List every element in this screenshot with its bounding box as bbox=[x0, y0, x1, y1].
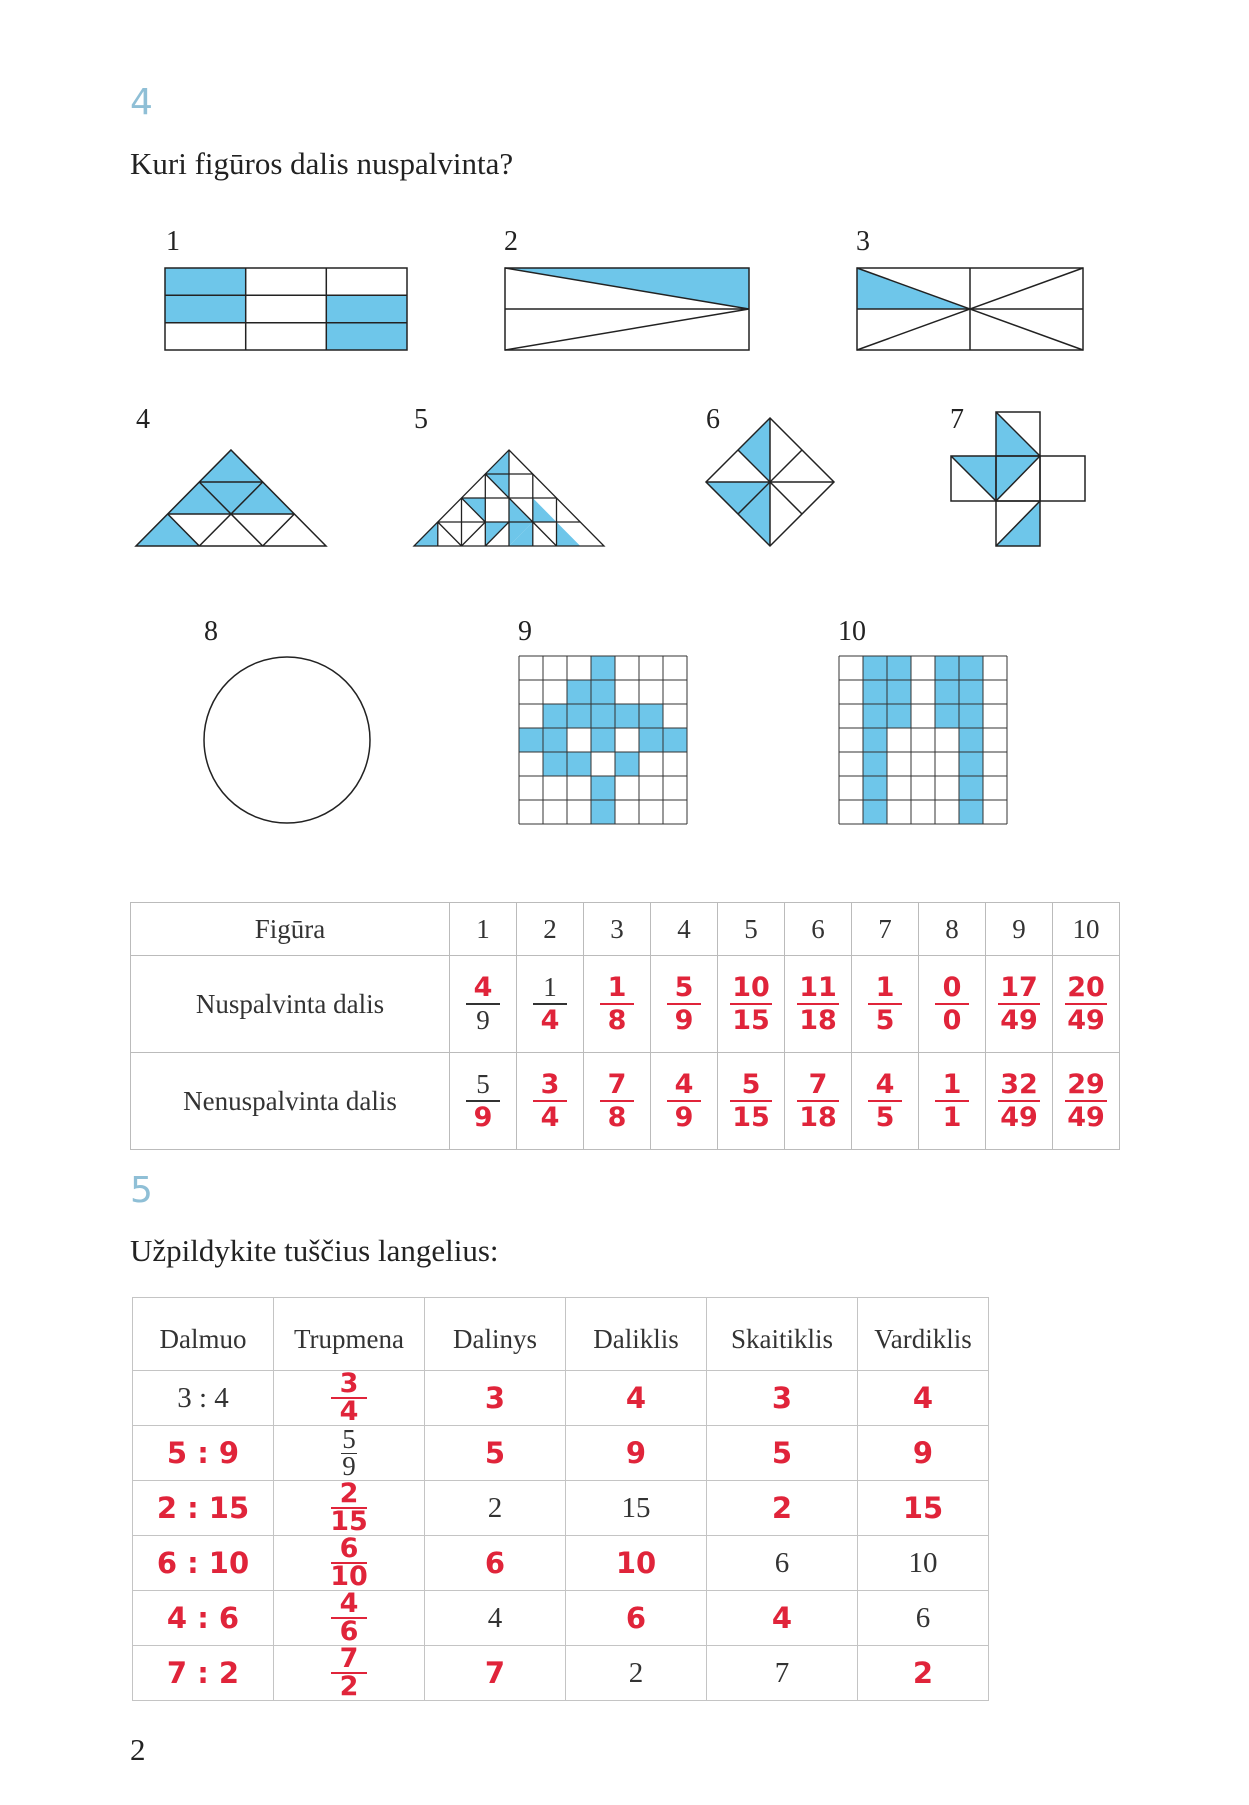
cell-trupmena: $\frac{7}{2}$ bbox=[331, 1646, 367, 1699]
numerator[interactable]: 5 bbox=[741, 1069, 761, 1100]
answer-fraction bbox=[797, 1071, 839, 1131]
cell-vardiklis[interactable]: 4 bbox=[858, 1371, 989, 1426]
shaded-cell bbox=[863, 752, 887, 776]
row-header-figure: Figūra bbox=[131, 903, 450, 956]
numerator[interactable]: 1 bbox=[875, 972, 895, 1003]
table-header-row bbox=[131, 903, 1120, 956]
table-row bbox=[133, 1646, 989, 1701]
denominator[interactable]: 15 bbox=[732, 1102, 770, 1133]
cell-trupmena: $\frac{4}{6}$ bbox=[331, 1591, 367, 1644]
cell-daliklis[interactable]: 9 bbox=[566, 1426, 707, 1481]
shaded-cell bbox=[639, 728, 663, 752]
shaded-cell bbox=[887, 704, 911, 728]
numerator[interactable]: 32 bbox=[1000, 1069, 1038, 1100]
page-number: 2 bbox=[130, 1732, 146, 1767]
figure-10-grid bbox=[839, 656, 1007, 824]
answer-fraction bbox=[868, 974, 902, 1034]
column-9: 9 bbox=[986, 903, 1053, 956]
column-6: 6 bbox=[785, 903, 852, 956]
task-5-instruction: Užpildykite tuščius langelius: bbox=[130, 1233, 499, 1268]
figure-9-grid bbox=[519, 656, 687, 824]
column-1: 1 bbox=[450, 903, 517, 956]
shaded-cell bbox=[543, 704, 567, 728]
cell-dalmuo[interactable]: 5 : 9 bbox=[133, 1426, 274, 1481]
denominator[interactable]: 9 bbox=[674, 1005, 694, 1036]
denominator[interactable]: 49 bbox=[1000, 1102, 1038, 1133]
answer-fraction bbox=[935, 1071, 969, 1131]
cell-vardiklis[interactable]: 15 bbox=[858, 1481, 989, 1536]
denominator[interactable]: 9 bbox=[473, 1102, 493, 1133]
header-skaitiklis: Skaitiklis bbox=[707, 1298, 858, 1371]
answer-fraction bbox=[797, 974, 839, 1034]
division-table bbox=[132, 1297, 989, 1701]
numerator[interactable]: 17 bbox=[1000, 972, 1038, 1003]
shaded-cell bbox=[591, 728, 615, 752]
task-4-question: Kuri figūros dalis nuspalvinta? bbox=[130, 146, 514, 181]
denominator[interactable]: 15 bbox=[732, 1005, 770, 1036]
column-3: 3 bbox=[584, 903, 651, 956]
cell-vardiklis[interactable]: 2 bbox=[858, 1646, 989, 1701]
cell-dalmuo[interactable]: 2 : 15 bbox=[133, 1481, 274, 1536]
shaded-cell bbox=[591, 680, 615, 704]
numerator[interactable]: 4 bbox=[674, 1069, 694, 1100]
cell-dalinys[interactable]: 3 bbox=[425, 1371, 566, 1426]
shaded-cell bbox=[639, 704, 663, 728]
denominator[interactable]: 0 bbox=[942, 1005, 962, 1036]
denominator[interactable]: 5 bbox=[875, 1005, 895, 1036]
denominator[interactable]: 18 bbox=[799, 1005, 837, 1036]
denominator[interactable]: 4 bbox=[540, 1102, 560, 1133]
shaded-cell bbox=[959, 800, 983, 824]
figure-8-circle bbox=[203, 656, 371, 824]
numerator[interactable]: 7 bbox=[607, 1069, 627, 1100]
answer-fraction bbox=[868, 1071, 902, 1131]
shaded-cell bbox=[959, 776, 983, 800]
numerator[interactable]: 5 bbox=[674, 972, 694, 1003]
numerator: 5 bbox=[476, 1069, 490, 1099]
task-4-number: 4 bbox=[130, 82, 153, 123]
cell-trupmena: $\frac{2}{15}$ bbox=[330, 1478, 368, 1537]
column-7: 7 bbox=[852, 903, 919, 956]
cell-vardiklis: 10 bbox=[858, 1536, 989, 1591]
header-daliklis: Daliklis bbox=[566, 1298, 707, 1371]
shaded-cell bbox=[863, 680, 887, 704]
header-dalmuo: Dalmuo bbox=[133, 1298, 274, 1371]
cell-daliklis[interactable]: 10 bbox=[566, 1536, 707, 1591]
denominator[interactable]: 49 bbox=[1000, 1005, 1038, 1036]
numerator[interactable]: 10 bbox=[732, 972, 770, 1003]
numerator[interactable]: 1 bbox=[607, 972, 627, 1003]
shaded-cell bbox=[863, 800, 887, 824]
answer-fraction bbox=[466, 974, 500, 1034]
answer-fraction bbox=[466, 1071, 500, 1131]
denominator[interactable]: 5 bbox=[875, 1102, 895, 1133]
figure-label-2: 2 bbox=[504, 226, 518, 257]
denominator[interactable]: 49 bbox=[1067, 1005, 1105, 1036]
answer-fraction bbox=[730, 974, 772, 1034]
answer-fraction bbox=[998, 974, 1040, 1034]
figure-label-4: 4 bbox=[136, 404, 150, 435]
numerator[interactable]: 4 bbox=[473, 972, 493, 1003]
table-header-row bbox=[133, 1298, 989, 1371]
answer-fraction bbox=[935, 974, 969, 1034]
figure-4-triangle bbox=[136, 450, 326, 546]
answer-fraction bbox=[1065, 974, 1107, 1034]
denominator[interactable]: 8 bbox=[607, 1102, 627, 1133]
shaded-cell bbox=[615, 752, 639, 776]
fractions-table bbox=[130, 902, 1120, 1150]
cell-dalinys[interactable]: 7 bbox=[425, 1646, 566, 1701]
numerator[interactable]: 3 bbox=[540, 1069, 560, 1100]
task-5-number: 5 bbox=[130, 1170, 153, 1211]
answer-fraction bbox=[1065, 1071, 1107, 1131]
cell-skaitiklis: 7 bbox=[707, 1646, 858, 1701]
numerator[interactable]: 1 bbox=[942, 1069, 962, 1100]
column-4: 4 bbox=[651, 903, 718, 956]
shaded-cell bbox=[591, 656, 615, 680]
shaded-cell bbox=[887, 680, 911, 704]
cell-daliklis[interactable]: 6 bbox=[566, 1591, 707, 1646]
figure-label-8: 8 bbox=[204, 616, 218, 647]
answer-fraction bbox=[667, 1071, 701, 1131]
shaded-cell bbox=[935, 656, 959, 680]
answer-fraction bbox=[998, 1071, 1040, 1131]
cell-trupmena: $\frac{3}{4}$ bbox=[331, 1371, 367, 1424]
table-row bbox=[133, 1536, 989, 1591]
shaded-cell bbox=[959, 704, 983, 728]
numerator[interactable]: 7 bbox=[808, 1069, 828, 1100]
cell-skaitiklis: 6 bbox=[707, 1536, 858, 1591]
answer-fraction bbox=[730, 1071, 772, 1131]
answer-fraction bbox=[533, 974, 567, 1034]
denominator[interactable]: 4 bbox=[540, 1005, 560, 1036]
shaded-cell bbox=[863, 656, 887, 680]
shaded-cell bbox=[615, 704, 639, 728]
shaded-cell bbox=[935, 680, 959, 704]
shaded-cell bbox=[567, 704, 591, 728]
shaded-cell bbox=[863, 704, 887, 728]
shaded-cell bbox=[591, 776, 615, 800]
table-row bbox=[133, 1591, 989, 1646]
table-row bbox=[133, 1426, 989, 1481]
column-10: 10 bbox=[1053, 903, 1120, 956]
numerator[interactable]: 20 bbox=[1067, 972, 1105, 1003]
cell-dalinys[interactable]: 5 bbox=[425, 1426, 566, 1481]
shaded-row bbox=[131, 956, 1120, 1053]
numerator[interactable]: 29 bbox=[1067, 1069, 1105, 1100]
header-vardiklis: Vardiklis bbox=[858, 1298, 989, 1371]
shaded-cell bbox=[567, 680, 591, 704]
cell-skaitiklis[interactable]: 3 bbox=[707, 1371, 858, 1426]
cell-skaitiklis[interactable]: 2 bbox=[707, 1481, 858, 1536]
header-trupmena: Trupmena bbox=[274, 1298, 425, 1371]
column-8: 8 bbox=[919, 903, 986, 956]
cell-dalinys[interactable]: 6 bbox=[425, 1536, 566, 1591]
table-row bbox=[133, 1481, 989, 1536]
numerator: 1 bbox=[543, 972, 557, 1002]
figure-5-triangle bbox=[414, 450, 604, 546]
cell-dalinys: 4 bbox=[425, 1591, 566, 1646]
cell-dalmuo[interactable]: 4 : 6 bbox=[133, 1591, 274, 1646]
numerator[interactable]: 11 bbox=[799, 972, 837, 1003]
shaded-cell bbox=[887, 656, 911, 680]
cell-vardiklis: 6 bbox=[858, 1591, 989, 1646]
shaded-cell bbox=[959, 728, 983, 752]
shaded-cell bbox=[543, 752, 567, 776]
figure-label-6: 6 bbox=[706, 404, 720, 435]
shaded-cell bbox=[959, 680, 983, 704]
numerator[interactable]: 4 bbox=[875, 1069, 895, 1100]
denominator[interactable]: 9 bbox=[674, 1102, 694, 1133]
numerator[interactable]: 0 bbox=[942, 972, 962, 1003]
shaded-cell bbox=[567, 752, 591, 776]
cell-dalmuo[interactable]: 7 : 2 bbox=[133, 1646, 274, 1701]
shaded-cell bbox=[591, 704, 615, 728]
cell-daliklis[interactable]: 4 bbox=[566, 1371, 707, 1426]
figure-label-10: 10 bbox=[838, 616, 866, 647]
answer-fraction bbox=[600, 1071, 634, 1131]
unshaded-row bbox=[131, 1053, 1120, 1150]
answer-fraction bbox=[533, 1071, 567, 1131]
cell-trupmena: $\frac{6}{10}$ bbox=[330, 1533, 368, 1592]
cell-skaitiklis[interactable]: 5 bbox=[707, 1426, 858, 1481]
cell-dalmuo: 3 : 4 bbox=[133, 1371, 274, 1426]
denominator[interactable]: 1 bbox=[942, 1102, 962, 1133]
figure-label-3: 3 bbox=[856, 226, 870, 257]
figure-2-triangle-rectangle bbox=[505, 268, 749, 350]
denominator[interactable]: 49 bbox=[1067, 1102, 1105, 1133]
figure-label-5: 5 bbox=[414, 404, 428, 435]
column-2: 2 bbox=[517, 903, 584, 956]
figure-1-rectangle-grid bbox=[165, 268, 407, 350]
denominator[interactable]: 18 bbox=[799, 1102, 837, 1133]
header-dalinys: Dalinys bbox=[425, 1298, 566, 1371]
shaded-cell bbox=[863, 728, 887, 752]
shaded-cell bbox=[863, 776, 887, 800]
shaded-cell bbox=[959, 656, 983, 680]
column-5: 5 bbox=[718, 903, 785, 956]
shaded-cell bbox=[935, 704, 959, 728]
figure-6-diamond bbox=[706, 418, 834, 546]
row-label-unshaded: Nenuspalvinta dalis bbox=[131, 1053, 450, 1150]
figure-label-9: 9 bbox=[518, 616, 532, 647]
table-row bbox=[133, 1371, 989, 1426]
row-label-shaded: Nuspalvinta dalis bbox=[131, 956, 450, 1053]
figure-7-cross bbox=[951, 412, 1085, 546]
cell-dalinys: 2 bbox=[425, 1481, 566, 1536]
figure-label-1: 1 bbox=[166, 226, 180, 257]
shaded-cell bbox=[543, 728, 567, 752]
figure-label-7: 7 bbox=[950, 404, 964, 435]
shaded-cell bbox=[519, 728, 543, 752]
cell-vardiklis[interactable]: 9 bbox=[858, 1426, 989, 1481]
shaded-cell bbox=[591, 800, 615, 824]
cell-daliklis: 2 bbox=[566, 1646, 707, 1701]
cell-daliklis: 15 bbox=[566, 1481, 707, 1536]
denominator: 9 bbox=[476, 1005, 490, 1035]
cell-trupmena: $\frac{5}{9}$ bbox=[342, 1423, 356, 1481]
cell-dalmuo[interactable]: 6 : 10 bbox=[133, 1536, 274, 1591]
answer-fraction bbox=[600, 974, 634, 1034]
cell-skaitiklis[interactable]: 4 bbox=[707, 1591, 858, 1646]
figure-3-cross-rectangle bbox=[857, 268, 1083, 350]
answer-fraction bbox=[667, 974, 701, 1034]
shaded-cell bbox=[663, 728, 687, 752]
denominator[interactable]: 8 bbox=[607, 1005, 627, 1036]
shaded-cell bbox=[959, 752, 983, 776]
